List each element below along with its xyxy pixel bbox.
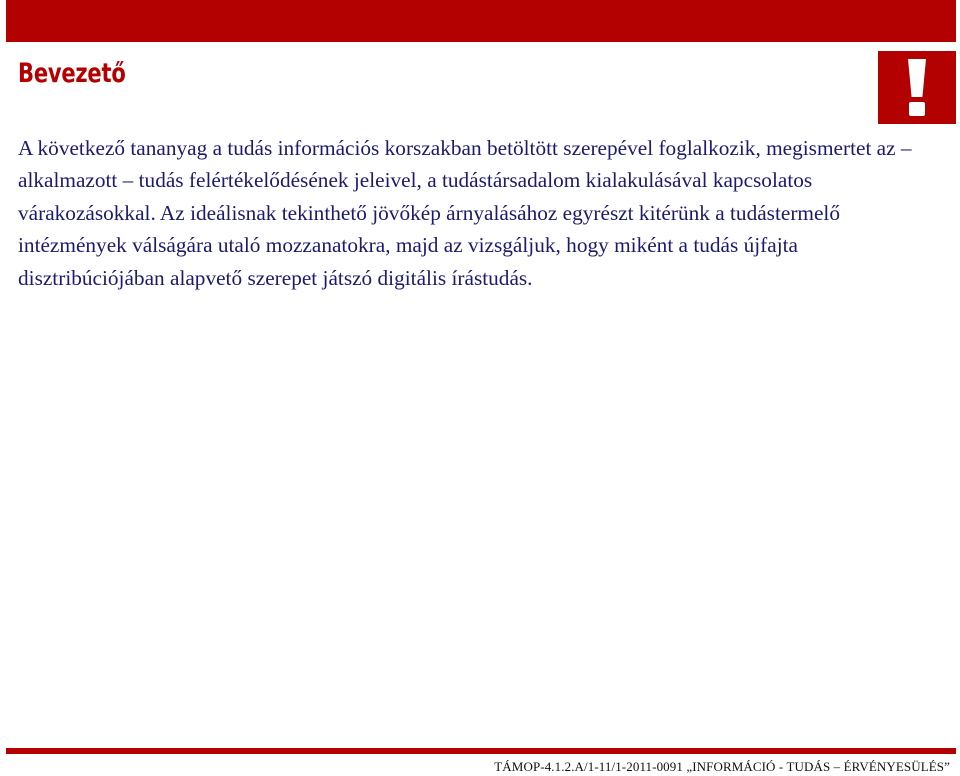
header-band bbox=[6, 0, 956, 42]
exclamation-bar bbox=[908, 59, 926, 97]
exclamation-dot bbox=[909, 102, 925, 116]
footer-project-code: TÁMOP-4.1.2.A/1-11/1-2011-0091 „INFORMÁCIÓ - TUDÁS – ÉRVÉNYESÜLÉS” bbox=[494, 759, 950, 774]
footer-band bbox=[6, 748, 956, 754]
body-paragraph: A következő tananyag a tudás információs korszakban betöltött szerepével foglalkozik, megismertet az – alkalmazott – tudás felértékelődésének jeleivel, a tudástársadalom kialakulásával kapcsolatos várakozásokkal. Az ideálisnak tekinthető jövőkép árnyalásához egyrészt kitérünk a tudástermelő intézmények válságára utaló mozzanatokra, majd az vizsgáljuk, hogy miként a tudás újfajta disztribúciójában alapvető szerepet játszó digitális írástudás. bbox=[18, 136, 912, 290]
exclamation-icon bbox=[878, 51, 956, 124]
slide-title: Bevezető bbox=[18, 58, 126, 89]
